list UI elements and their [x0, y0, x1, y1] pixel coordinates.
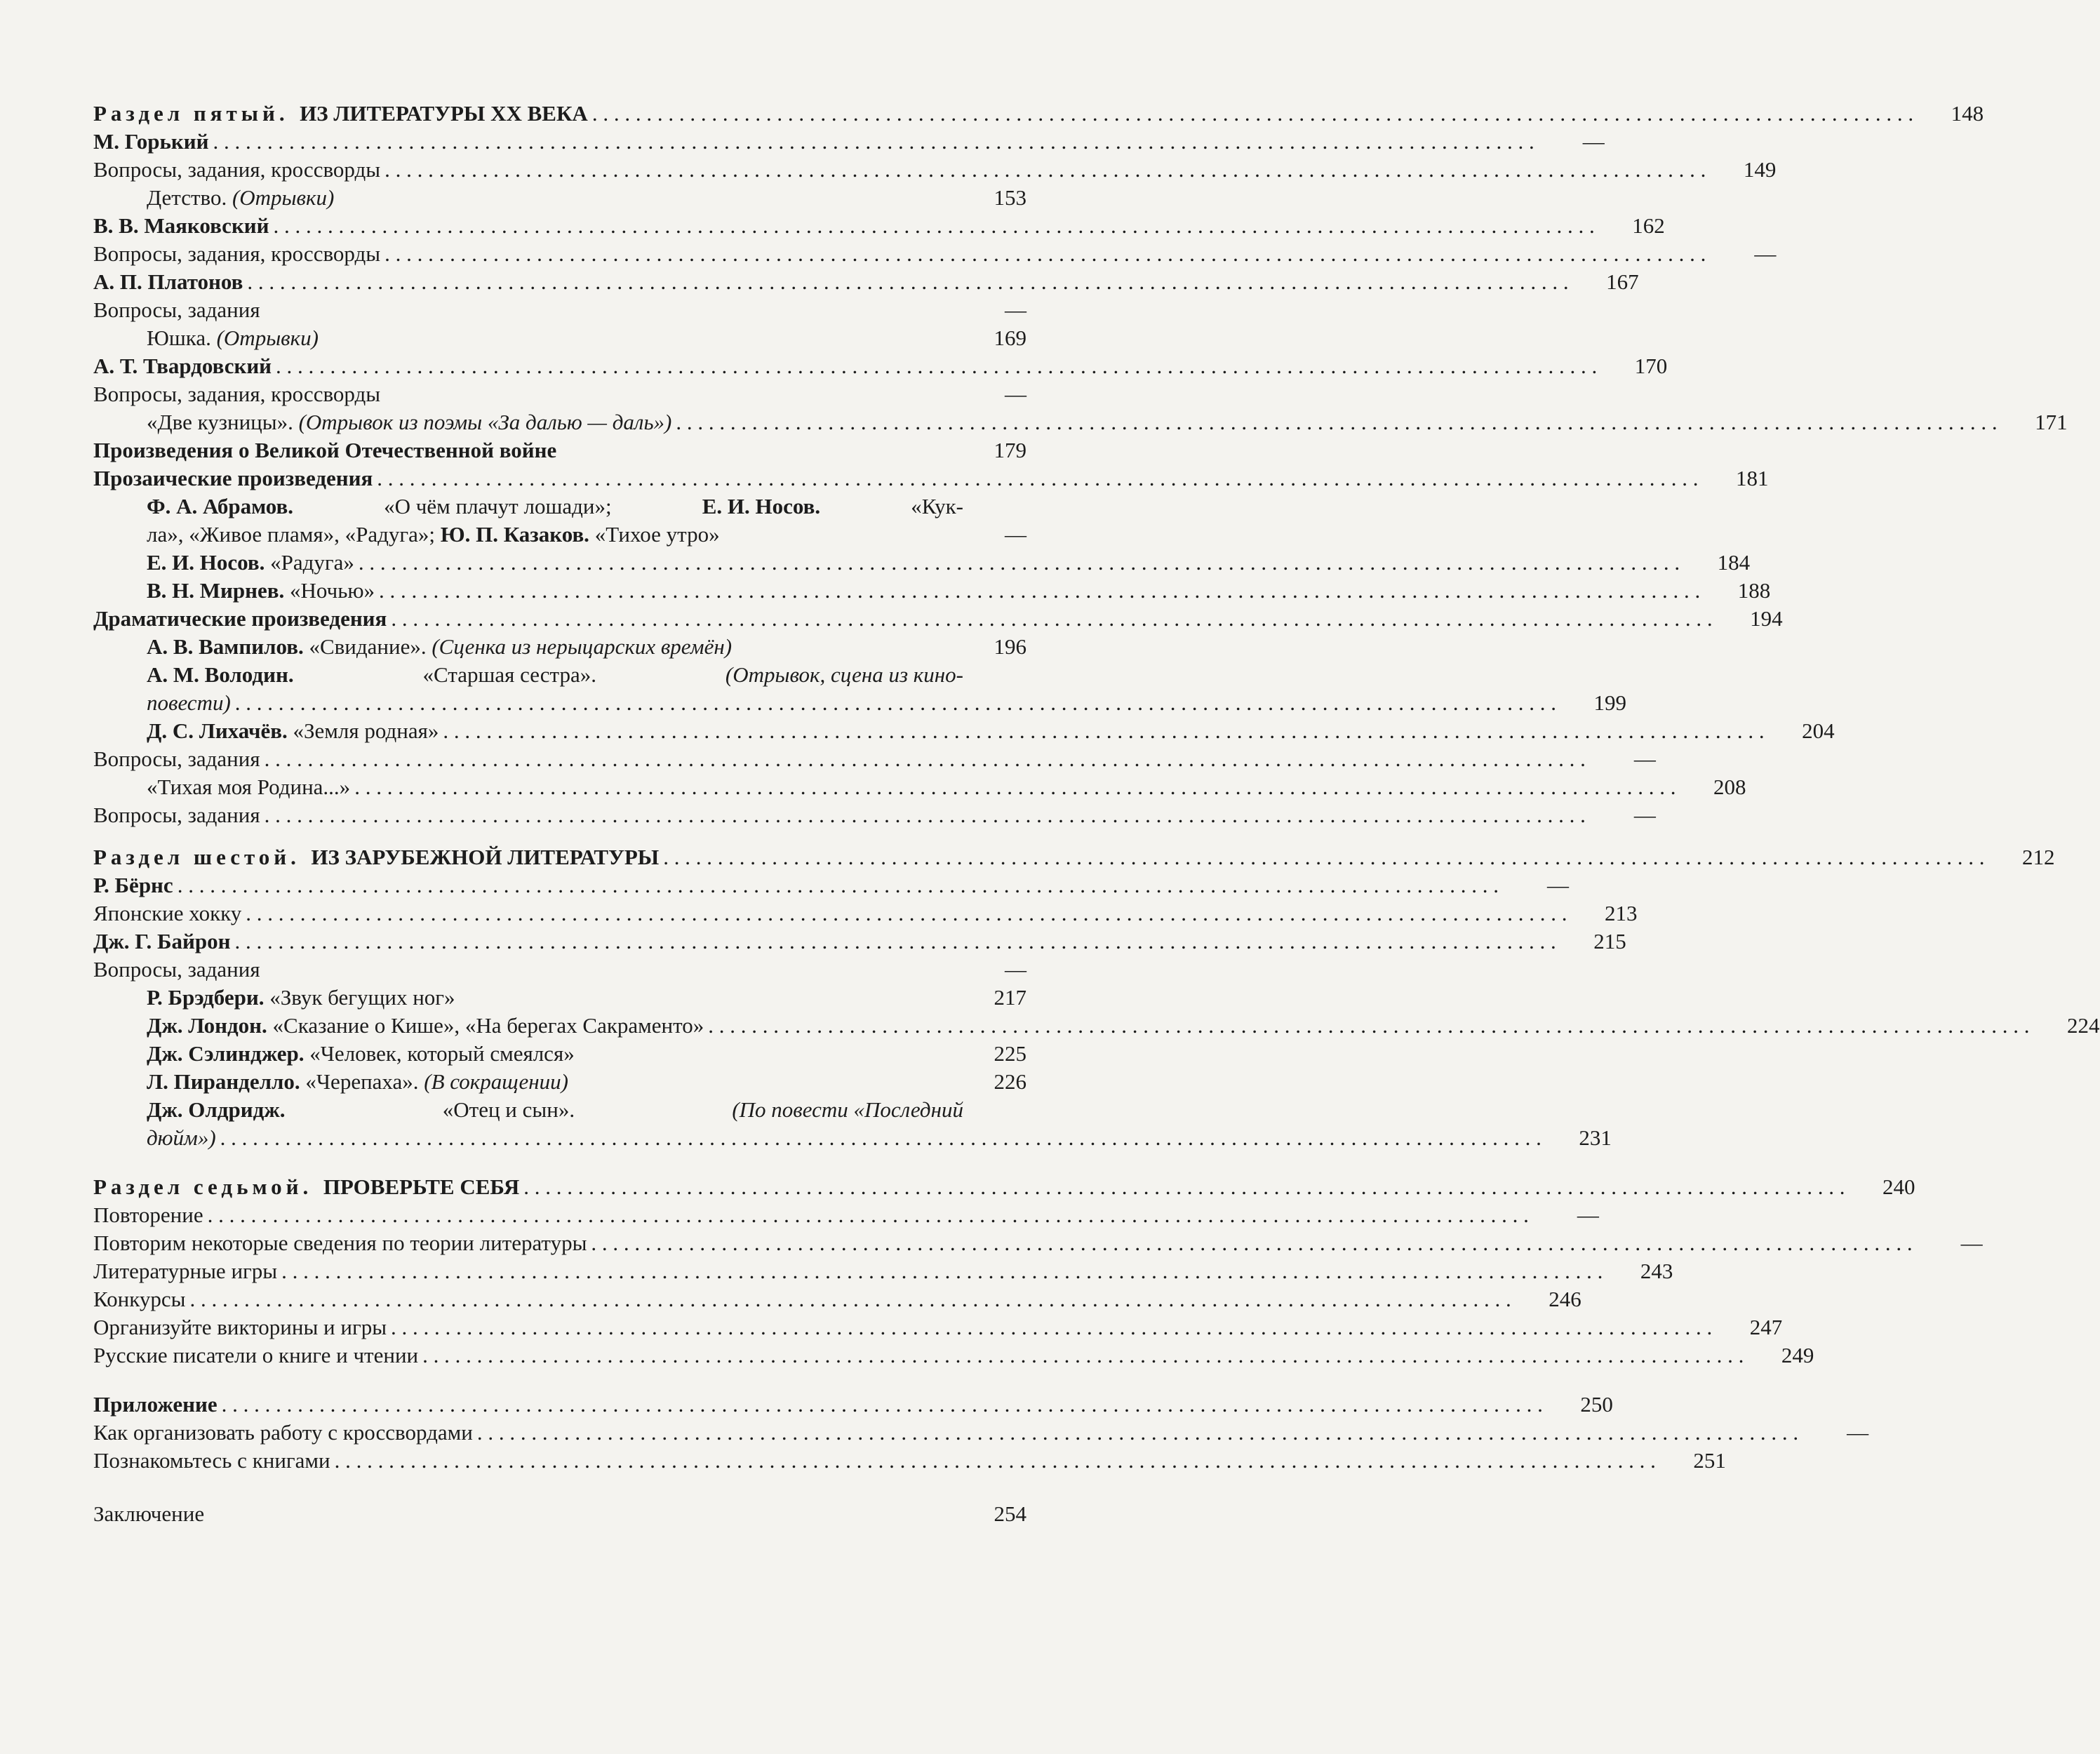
leader-dots	[676, 408, 1997, 436]
page-number: 251	[1693, 1448, 1726, 1473]
work-title: «Черепаха».	[305, 1069, 419, 1094]
entry-text: Заключение	[93, 1501, 205, 1526]
page-number: 169	[994, 326, 1026, 350]
page-number: 149	[1743, 157, 1777, 182]
toc-entry-salinger[interactable]	[93, 1040, 1026, 1068]
page-number: 199	[1593, 690, 1627, 715]
page-number: 240	[1882, 1174, 1915, 1199]
page-number: —	[1960, 1231, 1983, 1255]
author-name: А. М. Володин.	[147, 662, 294, 687]
leader-dots	[591, 1229, 1912, 1257]
page-number: 213	[1605, 901, 1638, 925]
entry-text: Литературные игры	[93, 1259, 278, 1283]
toc-entry-writers[interactable]	[93, 1341, 1814, 1370]
leader-dots	[189, 1285, 1511, 1313]
toc-entry-aldridge[interactable]	[93, 1096, 1612, 1152]
toc-entry-war[interactable]	[93, 436, 1026, 464]
author-name: Ю. П. Казаков.	[440, 522, 589, 547]
author-name: Е. И. Носов.	[702, 494, 821, 518]
toc-entry-questions[interactable]	[93, 240, 1777, 268]
page-number: 243	[1640, 1259, 1673, 1283]
leader-dots	[281, 1257, 1603, 1285]
work-title: «Звук бегущих ног»	[269, 985, 455, 1010]
page-number: 208	[1713, 775, 1746, 799]
section-title: ПРОВЕРЬТЕ СЕБЯ	[323, 1174, 520, 1199]
page-number: 247	[1749, 1315, 1783, 1339]
page-number: —	[1005, 297, 1026, 322]
section-lead: Раздел пятый.	[93, 101, 289, 126]
toc-entry-questions[interactable]	[93, 380, 1026, 408]
work-title: «Кук-	[911, 494, 963, 518]
page-number: 171	[2035, 410, 2068, 434]
entry-heading: Произведения о Великой Отечественной войне	[93, 438, 557, 462]
toc-entry-crosswords[interactable]	[93, 1419, 1869, 1447]
toc-entry-questions[interactable]	[93, 745, 1656, 773]
author-name: В. Н. Мирнев.	[147, 578, 285, 603]
entry-text: Как организовать работу с кроссвордами	[93, 1420, 473, 1445]
page-number: 215	[1593, 929, 1626, 953]
page-number: 167	[1606, 269, 1639, 294]
leader-dots	[592, 100, 1913, 128]
author-heading: М. Горький	[93, 129, 209, 154]
page-number: 231	[1579, 1125, 1612, 1150]
entry-text: Организуйте викторины и игры	[93, 1315, 387, 1339]
section-six-row[interactable]	[93, 843, 2055, 871]
work-note: (Отрывок из поэмы «За далью — даль»)	[298, 410, 672, 434]
toc-entry-burns[interactable]	[93, 871, 1569, 899]
work-title: «Радуга»	[270, 550, 354, 575]
work-title: ла», «Живое пламя», «Радуга»;	[147, 522, 435, 547]
page-number: —	[1633, 747, 1656, 771]
work-title: «Сказание о Кише», «На берегах Сакраменто»	[272, 1013, 704, 1038]
leader-dots	[335, 1447, 1656, 1475]
toc-entry-likhachev[interactable]	[93, 717, 1835, 745]
entry-text: Повторение	[93, 1203, 203, 1227]
leader-dots	[384, 240, 1706, 268]
toc-entry-questions[interactable]	[93, 296, 1026, 324]
toc-entry-theory[interactable]	[93, 1229, 1983, 1257]
entry-text: Вопросы, задания, кроссворды	[93, 241, 381, 266]
leader-dots	[235, 689, 1556, 717]
toc-entry-quiz[interactable]	[93, 1313, 1783, 1341]
page-number: 170	[1634, 354, 1668, 378]
page-number: 246	[1549, 1287, 1581, 1311]
page-number: —	[1005, 522, 1026, 547]
toc-entry-volodin[interactable]	[93, 661, 1627, 717]
leader-dots	[178, 871, 1499, 899]
work-note: (В сокращении)	[424, 1069, 568, 1094]
author-heading: В. В. Маяковский	[93, 213, 269, 238]
page-number: 204	[1802, 718, 1835, 743]
leader-dots	[222, 1391, 1543, 1419]
author-heading: А. Т. Твардовский	[93, 354, 272, 378]
toc-entry-haiku[interactable]	[93, 899, 1638, 928]
entry-heading: Приложение	[93, 1392, 218, 1417]
entry-text: Вопросы, задания, кроссворды	[93, 157, 381, 182]
page-number: 217	[994, 985, 1026, 1010]
section-seven-row[interactable]	[93, 1173, 1915, 1201]
toc-entry-tikhaya[interactable]	[93, 773, 1746, 801]
toc-entry-prose[interactable]	[93, 464, 1769, 493]
page-number: —	[1633, 803, 1656, 827]
page-number: 225	[994, 1041, 1026, 1066]
entry-text: Повторим некоторые сведения по теории литературы	[93, 1231, 587, 1255]
leader-dots	[377, 464, 1698, 493]
leader-dots	[247, 268, 1568, 296]
toc-entry-abramov[interactable]	[93, 493, 1026, 549]
page-number: 153	[994, 185, 1026, 210]
entry-text: Русские писатели о книге и чтении	[93, 1343, 419, 1367]
leader-dots	[274, 212, 1595, 240]
leader-dots	[384, 156, 1706, 184]
page-number: 250	[1580, 1392, 1613, 1417]
table-of-contents	[93, 100, 2100, 1528]
toc-entry-pirandello[interactable]	[93, 1068, 1026, 1096]
toc-entry-gorky[interactable]	[93, 128, 1605, 156]
toc-entry-drama[interactable]	[93, 605, 1783, 633]
page-number: 162	[1632, 213, 1665, 238]
work-title: Юшка.	[147, 326, 211, 350]
author-name: Дж. Сэлинджер.	[147, 1041, 305, 1066]
work-title: Детство.	[147, 185, 227, 210]
toc-entry-games[interactable]	[93, 1257, 1673, 1285]
work-note: (Отрывок, сцена из кино-	[725, 662, 963, 687]
section-lead: Раздел шестой.	[93, 845, 300, 869]
entry-text: Вопросы, задания	[93, 297, 260, 322]
work-note: (Сценка из нерыцарских времён)	[432, 634, 733, 659]
work-title: «Отец и сын».	[442, 1097, 575, 1122]
toc-entry-conclusion[interactable]	[93, 1500, 1026, 1528]
page-number: 196	[994, 634, 1026, 659]
leader-dots	[422, 1341, 1744, 1370]
page-number: —	[1546, 873, 1569, 897]
leader-dots	[663, 843, 1984, 871]
toc-entry-london[interactable]	[93, 1012, 2100, 1040]
leader-dots	[477, 1419, 1798, 1447]
author-name: Дж. Олдридж.	[147, 1097, 286, 1122]
author-name: Д. С. Лихачёв.	[147, 718, 288, 743]
toc-entry-vampilov[interactable]	[93, 633, 1026, 661]
entry-text: Конкурсы	[93, 1287, 186, 1311]
leader-dots	[265, 745, 1586, 773]
entry-text: Вопросы, задания	[93, 747, 260, 771]
page-number: 212	[2021, 845, 2055, 869]
author-heading: А. П. Платонов	[93, 269, 243, 294]
work-note: дюйм»)	[147, 1125, 216, 1150]
author-name: Л. Пиранделло.	[147, 1069, 300, 1094]
author-heading: Дж. Г. Байрон	[93, 929, 231, 953]
toc-entry-mayakovsky[interactable]	[93, 212, 1665, 240]
work-title: «Тихая моя Родина...»	[147, 775, 351, 799]
leader-dots	[246, 899, 1567, 928]
work-note: (Отрывки)	[232, 185, 335, 210]
toc-entry-questions[interactable]	[93, 156, 1777, 184]
work-note: (Отрывки)	[216, 326, 319, 350]
leader-dots	[391, 605, 1712, 633]
toc-entry-byron[interactable]	[93, 928, 1626, 956]
toc-entry-kuznitsy[interactable]	[93, 408, 2068, 436]
page-number: —	[1754, 241, 1777, 266]
page-number: 188	[1737, 578, 1771, 603]
page-number: 224	[2067, 1013, 2100, 1038]
page-number: 249	[1781, 1343, 1814, 1367]
author-name: А. В. Вампилов.	[147, 634, 304, 659]
leader-dots	[213, 128, 1534, 156]
leader-dots	[359, 549, 1680, 577]
leader-dots	[276, 352, 1597, 380]
toc-entry-yushka[interactable]	[93, 324, 1026, 352]
leader-dots	[443, 717, 1764, 745]
leader-dots	[523, 1173, 1845, 1201]
toc-entry-contests[interactable]	[93, 1285, 1581, 1313]
toc-entry-questions[interactable]	[93, 956, 1026, 984]
section-lead: Раздел седьмой.	[93, 1174, 313, 1199]
work-note: (По повести «Последний	[732, 1097, 963, 1122]
toc-entry-platonov[interactable]	[93, 268, 1639, 296]
author-name: Дж. Лондон.	[147, 1013, 267, 1038]
page-number: 179	[994, 438, 1026, 462]
page-number: 184	[1717, 550, 1751, 575]
author-heading: Р. Бёрнс	[93, 873, 173, 897]
leader-dots	[235, 928, 1556, 956]
entry-text: Познакомьтесь с книгами	[93, 1448, 330, 1473]
work-title: «Старшая сестра».	[422, 662, 596, 687]
entry-text: Вопросы, задания, кроссворды	[93, 382, 381, 406]
entry-heading: Драматические произведения	[93, 606, 387, 631]
section-five-row[interactable]	[93, 100, 1984, 128]
author-name: Ф. А. Абрамов.	[147, 494, 293, 518]
leader-dots	[708, 1012, 2029, 1040]
page-number: —	[1582, 129, 1605, 154]
author-name: Е. И. Носов.	[147, 550, 265, 575]
toc-entry-childhood[interactable]	[93, 184, 1026, 212]
leader-dots	[379, 577, 1700, 605]
leader-dots	[220, 1124, 1541, 1152]
toc-entry-tvardovsky[interactable]	[93, 352, 1668, 380]
toc-entry-mirnev[interactable]	[93, 577, 1771, 605]
leader-dots	[354, 773, 1676, 801]
leader-dots	[391, 1313, 1712, 1341]
work-title: «Земля родная»	[293, 718, 439, 743]
entry-text: Вопросы, задания	[93, 957, 260, 982]
page-number: 194	[1750, 606, 1783, 631]
toc-entry-repeat[interactable]	[93, 1201, 1599, 1229]
page-number: 181	[1735, 466, 1769, 490]
work-title: «Ночью»	[290, 578, 375, 603]
entry-heading: Прозаические произведения	[93, 466, 373, 490]
work-title: «О чём плачут лошади»;	[384, 494, 612, 518]
page-number: —	[1005, 957, 1026, 982]
toc-entry-appendix[interactable]	[93, 1391, 1613, 1419]
page-number: —	[1577, 1203, 1599, 1227]
section-title: ИЗ ЗАРУБЕЖНОЙ ЛИТЕРАТУРЫ	[311, 845, 660, 869]
work-title: «Свидание».	[309, 634, 427, 659]
page-number: —	[1847, 1420, 1869, 1445]
page-number: 148	[1951, 101, 1984, 126]
page-number: 254	[994, 1501, 1026, 1526]
leader-dots	[208, 1201, 1529, 1229]
section-title: ИЗ ЛИТЕРАТУРЫ XX ВЕКА	[300, 101, 588, 126]
work-title: «Человек, который смеялся»	[309, 1041, 575, 1066]
leader-dots	[265, 801, 1586, 829]
page-number: 226	[994, 1069, 1026, 1094]
entry-text: Японские хокку	[93, 901, 242, 925]
toc-entry-nosov[interactable]	[93, 549, 1751, 577]
toc-entry-questions[interactable]	[93, 801, 1656, 829]
entry-text: Вопросы, задания	[93, 803, 260, 827]
page-number: —	[1005, 382, 1026, 406]
work-title: «Тихое утро»	[594, 522, 720, 547]
work-title: «Две кузницы».	[147, 410, 293, 434]
author-name: Р. Брэдбери.	[147, 985, 265, 1010]
toc-entry-books[interactable]	[93, 1447, 1726, 1475]
work-note: повести)	[147, 690, 231, 715]
toc-entry-bradbury[interactable]	[93, 984, 1026, 1012]
